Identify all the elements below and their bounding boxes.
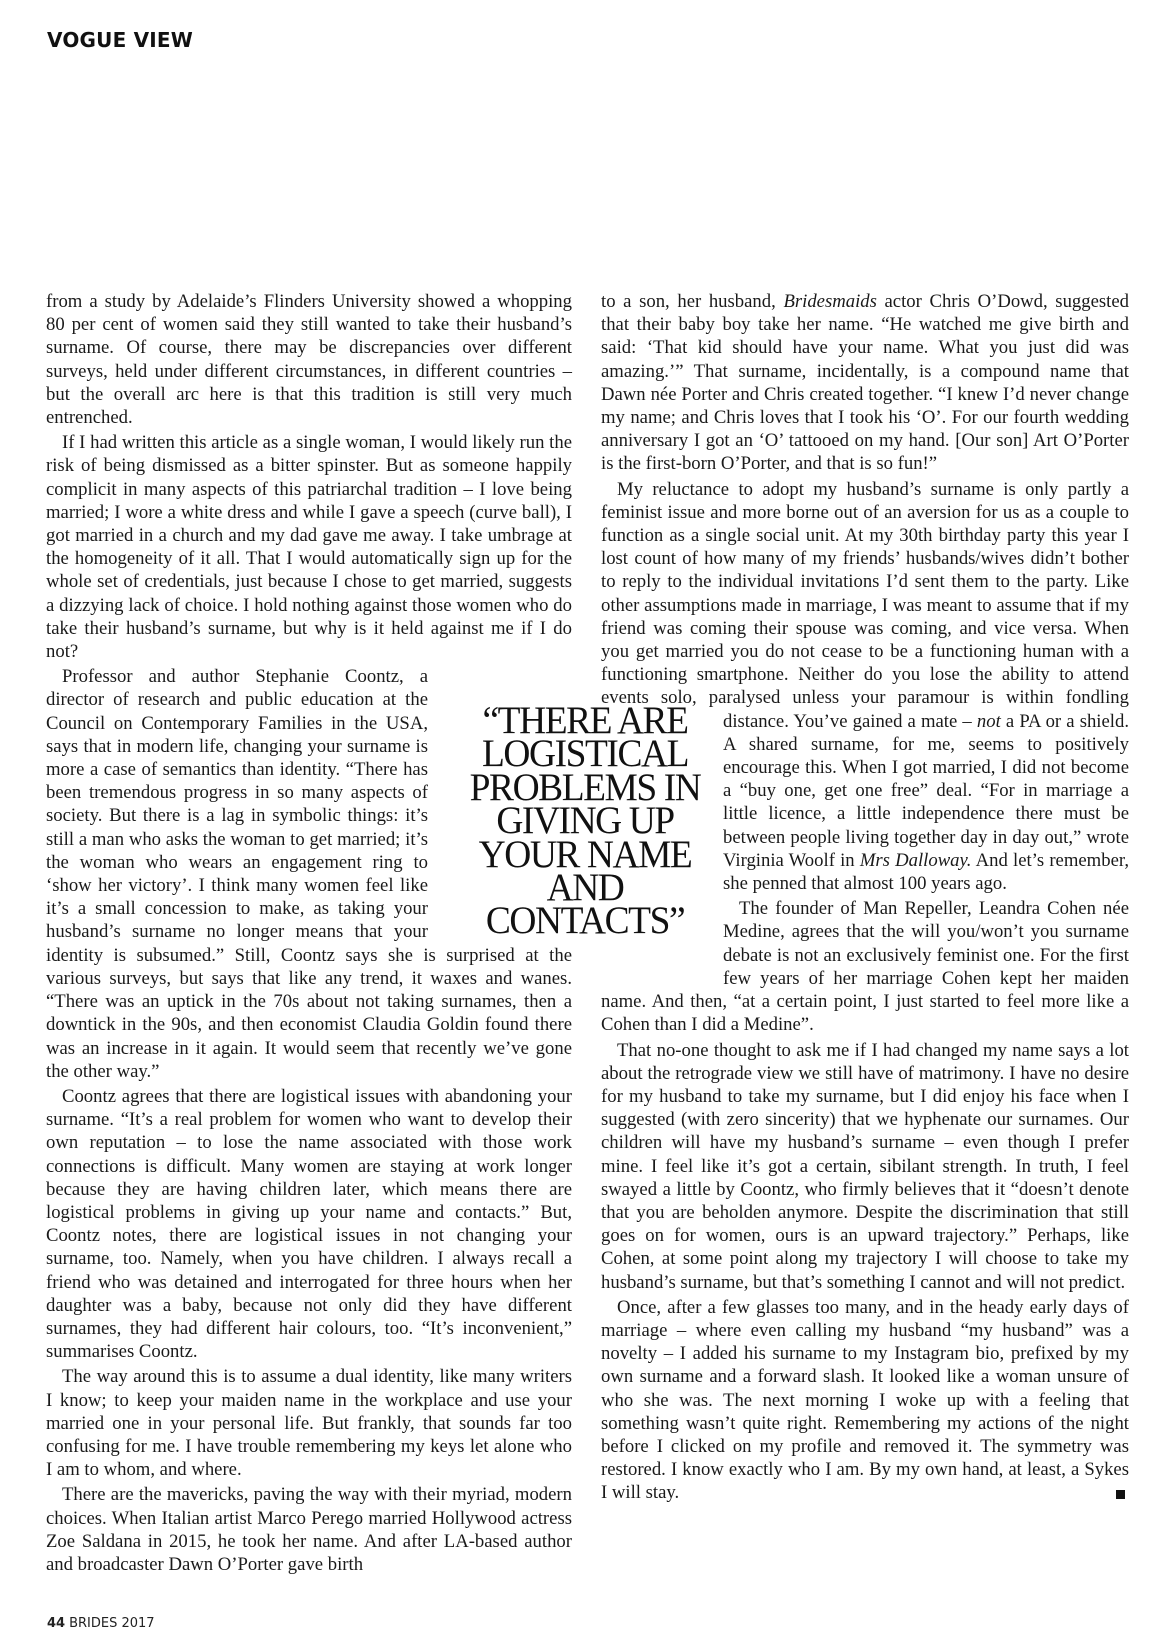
body-paragraph: That no-one thought to ask me if I had changed my name says a lot about the retrograde view we still have of matrimony. I have no desire for my husband to take my surname, but I did enjoy his face when I suggested (with zero sincerity) that we hyphenate our surnames. Our children will have my husband’s surname – even though I prefer mine. I feel like it’s got a certain, sibilant strength. In truth, I feel swayed a little by Coontz, who firmly believes that it “doesn’t denote that you are beholden anymore. Despite the discrimination that still goes on for women, ours is an upward trajectory.” Perhaps, like Cohen, at some point along my trajectory I will choose to take my husband’s surname, but that’s something I cannot and will not predict.: [601, 1039, 1129, 1293]
pull-quote: “THERE ARE LOGISTICAL PROBLEMS IN GIVING UP YOUR NAME AND CONTACTS”: [469, 699, 701, 943]
body-paragraph: The founder of Man Repeller, Leandra Cohen née Medine, agrees that the will you/won’t you surname debate is not an exclusively feminist one. For the first few years of her marriage Cohen kept her maiden name. And then, “at a certain point, I just started to feel more like a Cohen than I did a Medine”.: [601, 898, 1129, 1036]
emphasis-text: not: [976, 710, 1001, 732]
end-mark-icon: [1116, 1490, 1125, 1499]
body-paragraph: The way around this is to assume a dual identity, like many writers I know; to keep your maiden name in the workplace and use your married one in your personal life. But frankly, that sounds far too confusing for me. I have trouble remembering my keys let alone who I am to whom, and where.: [46, 1366, 572, 1481]
body-text: Once, after a few glasses too many, and in the heady early days of marriage – where even calling my husband “my husband” was a novelty – I added his surname to my Instagram bio, prefixed by my own surname and a forward slash. It looked like a woman unsure of who she was. The next morning I woke up with a feeling that something wasn’t quite right. Remembering my actions of the night before I clicked on my profile and removed it. The symmetry was restored. I know exactly who I am. By my own hand, at least, a Sykes I will stay.: [601, 1296, 1129, 1504]
body-paragraph: Coontz agrees that there are logistical issues with abandoning your surname. “It’s a real problem for women who want to develop their own reputation – to lose the name associated with those work connections is difficult. Many women are staying at work longer because they are having children later, which means there are logistical problems in giving up your name and contacts.” But, Coontz notes, there are logistical issues in not changing your surname, too. Namely, when you have children. I always recall a friend who was detained and interrogated for three hours when her daughter was a baby, because not only did they have different surnames, they had different hair colours, too. “It’s inconvenient,” summarises Coontz.: [46, 1085, 572, 1363]
body-paragraph: from a study by Adelaide’s Flinders University showed a whopping 80 per cent of women said they still wanted to take their husband’s surname. Of course, there may be discrepancies over different surveys, held under different circumstances, in different countries – but the overall arc here is that this tradition is still very much entrenched.: [46, 291, 572, 429]
body-paragraph: [601, 290, 1129, 476]
body-text: a PA or a shield. A shared surname, for me, seems to positively encourage this. When I got married, I did not become a “buy one, get one free” deal. “For in marriage a little licence, a little independence there must be between people living together day in day out,” wrote Virginia Woolf in: [723, 710, 1129, 871]
body-text: My reluctance to adopt my husband’s surname is only partly a feminist issue and more borne out of an aversion for us as a couple to function as a single social unit. At my 30th birthday party this year I lost count of how many of my friends’ husbands/wives didn’t bother to reply to the individual invitations I’d sent them to the party. Like other assumptions made in marriage, I was meant to assume that if my friend was coming their spouse was coming, and vice versa. When you get married you do not cease to be a functioning human with a functioning smartphone. Neither do you lose the ability to attend events solo, paralysed unless your paramour is within fondling distance. You’ve gained a mate –: [601, 478, 1129, 732]
body-paragraph: [601, 1296, 1129, 1505]
publication-name: BRIDES 2017: [69, 1616, 155, 1631]
body-paragraph: There are the mavericks, paving the way with their myriad, modern choices. When Italian artist Marco Perego married Hollywood actress Zoe Saldana in 2015, he took her name. And after LA-based author and broadcaster Dawn O’Porter gave birth: [46, 1484, 572, 1575]
book-title: Mrs Dalloway.: [859, 849, 972, 871]
section-label: VOGUE VIEW: [47, 28, 194, 52]
body-text: actor Chris O’Dowd, suggested that their baby boy take her name. “He watched me give birth and said: ‘That kid should have your name. What you just did was amazing.’” That surname, incidentally, is a compound name that Dawn née Porter and Chris created together. “I knew I’d never change my name; and Chris loves that I took his ‘O’. For our fourth wedding anniversary I got an ‘O’ tattooed on my hand. [Our son] Art O’Porter is the first-born O’Porter, and that is so fun!”: [601, 291, 1130, 475]
body-text: Professor and author Stephanie Coontz, a director of research and public education at the Council on Contemporary Families in the USA, says that in modern life, changing your surname is more a case of semantics than identity. “There has been tremendous progress in so many aspects of society. But there is a lag in symbolic things: it’s still a man who asks the woman to get married; it’s the woman who wears an engagement ring to ‘show her victory’. I think many women feel like it’s a small concession to make, as taking your husband’s surname no longer means that your identity is subsumed.” Still, Coontz says she is surprised at the various surveys, but says that like any trend, it waxes and wanes. “There was an uptick in the 70s about not taking surnames, then a downtick in the 90s, and then economist Claudia Goldin found there was an increase in it again. It would seem that recently we’ve gone the other way.”: [46, 666, 572, 1082]
page-footer: [47, 1616, 155, 1631]
body-text: And let’s remember, she penned that almost 100 years ago.: [723, 849, 1130, 895]
body-text: to a son, her husband,: [601, 291, 784, 312]
body-paragraph: If I had written this article as a single woman, I would likely run the risk of being dismissed as a bitter spinster. But as someone happily complicit in many aspects of this patriarchal tradition – I love being married; I wore a white dress and while I gave a speech (curve ball), I got married in a church and my dad gave me away. I take umbrage at the homogeneity of it all. That I would automatically sign up for the whole set of credentials, just because I chose to get married, suggests a dizzying lack of choice. I hold nothing against those women who do take their husband’s surname, but why is it held against me if I do not?: [46, 432, 572, 663]
film-title: Bridesmaids: [783, 291, 877, 312]
page-number: 44: [47, 1616, 66, 1631]
